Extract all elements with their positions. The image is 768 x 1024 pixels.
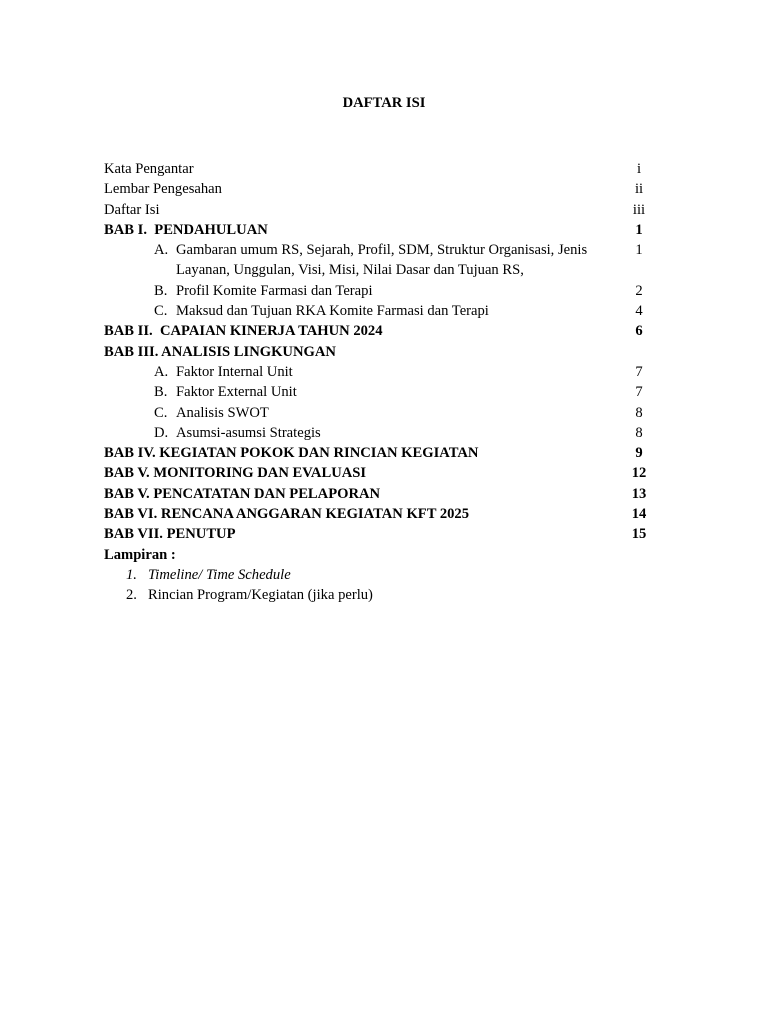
- toc-subentry-label: Profil Komite Farmasi dan Terapi: [176, 282, 373, 299]
- toc-entry-page: 8: [635, 404, 643, 421]
- toc-entry-label: Daftar Isi: [104, 201, 160, 218]
- toc-attachment-marker: 2.: [126, 587, 137, 604]
- toc-subentry-1a: [104, 240, 664, 281]
- toc-subentry-1b: [104, 281, 664, 301]
- toc-subentry-3a: [104, 362, 664, 382]
- toc-entry-label: Lembar Pengesahan: [104, 181, 222, 198]
- toc-chapter-bab-7: [104, 524, 664, 544]
- toc-chapter-label: BAB I. PENDAHULUAN: [104, 221, 268, 238]
- toc-entry-page: 9: [635, 445, 643, 462]
- toc-subentry-1c: [104, 301, 664, 321]
- toc-subentry-label: Gambaran umum RS, Sejarah, Profil, SDM, Struktur Organisasi, Jenis Layanan, Unggulan, Visi, Misi, Nilai Dasar dan Tujuan RS,: [176, 242, 588, 279]
- toc-chapter-bab-3: [104, 342, 664, 362]
- toc-chapter-label: BAB V. PENCATATAN DAN PELAPORAN: [104, 485, 381, 502]
- toc-subentry-marker: A.: [154, 242, 169, 259]
- toc-subentry-3b: [104, 382, 664, 402]
- toc-entry-page: 7: [635, 384, 643, 401]
- toc-entry-label: Kata Pengantar: [104, 161, 194, 177]
- toc-entry-page: 2: [635, 282, 643, 299]
- toc-subentry-marker: B.: [154, 384, 168, 401]
- toc-chapter-label: BAB VII. PENUTUP: [104, 526, 236, 543]
- toc-chapter-label: BAB V. MONITORING DAN EVALUASI: [104, 465, 367, 482]
- toc-entry-page: 8: [635, 424, 643, 441]
- toc-entry-lembar-pengesahan: [104, 179, 664, 199]
- toc-chapter-label: BAB II. CAPAIAN KINERJA TAHUN 2024: [104, 323, 383, 340]
- toc-entry-page: 1: [635, 242, 643, 259]
- toc-attachment-1: [104, 565, 664, 585]
- toc-entry-page: 7: [635, 363, 643, 380]
- toc-attachment-label: Rincian Program/Kegiatan (jika perlu): [148, 587, 373, 604]
- toc-chapter-bab-5-pencatatan: [104, 484, 664, 504]
- toc-subentry-label: Asumsi-asumsi Strategis: [176, 424, 321, 441]
- toc-entry-page: 12: [631, 465, 647, 482]
- toc-subentry-marker: C.: [154, 404, 168, 421]
- toc-entry-page: 1: [635, 221, 643, 238]
- toc-subentry-3d: [104, 423, 664, 443]
- toc-entry-page: 13: [631, 485, 647, 502]
- table-of-contents: [104, 159, 664, 606]
- toc-subentry-label: Faktor External Unit: [176, 384, 297, 401]
- toc-lampiran-label: Lampiran :: [104, 546, 176, 563]
- toc-chapter-label: BAB III. ANALISIS LINGKUNGAN: [104, 343, 336, 360]
- toc-subentry-label: Faktor Internal Unit: [176, 363, 293, 380]
- toc-entry-page: 15: [631, 526, 647, 543]
- toc-subentry-marker: C.: [154, 303, 168, 320]
- toc-attachment-2: [104, 585, 664, 605]
- toc-subentry-marker: A.: [154, 363, 169, 380]
- toc-chapter-label: BAB VI. RENCANA ANGGARAN KEGIATAN KFT 2025: [104, 506, 470, 523]
- toc-entry-page: 4: [635, 303, 643, 320]
- toc-chapter-bab-1: [104, 220, 664, 240]
- toc-attachment-marker: 1.: [126, 566, 137, 583]
- toc-chapter-label: BAB IV. KEGIATAN POKOK DAN RINCIAN KEGIATAN: [104, 445, 479, 462]
- toc-entry-page: 6: [635, 323, 643, 340]
- toc-subentry-marker: D.: [154, 424, 169, 441]
- toc-entry-page: i: [636, 161, 642, 177]
- toc-chapter-bab-5-monitoring: [104, 463, 664, 483]
- toc-entry-page: 14: [631, 506, 647, 523]
- toc-entry-page: iii: [632, 201, 646, 218]
- toc-subentry-label: Maksud dan Tujuan RKA Komite Farmasi dan Terapi: [176, 303, 489, 320]
- toc-chapter-bab-2: [104, 321, 664, 341]
- toc-chapter-bab-6: [104, 504, 664, 524]
- toc-chapter-bab-4: [104, 443, 664, 463]
- toc-entry-kata-pengantar: [104, 159, 664, 179]
- toc-subentry-label: Analisis SWOT: [176, 404, 269, 421]
- toc-lampiran-heading: [104, 545, 664, 565]
- page-title: DAFTAR ISI: [342, 95, 426, 111]
- toc-entry-daftar-isi: [104, 200, 664, 220]
- toc-subentry-3c: [104, 403, 664, 423]
- toc-attachment-label: Timeline/ Time Schedule: [148, 566, 291, 583]
- toc-subentry-marker: B.: [154, 282, 168, 299]
- toc-entry-page: ii: [634, 181, 644, 198]
